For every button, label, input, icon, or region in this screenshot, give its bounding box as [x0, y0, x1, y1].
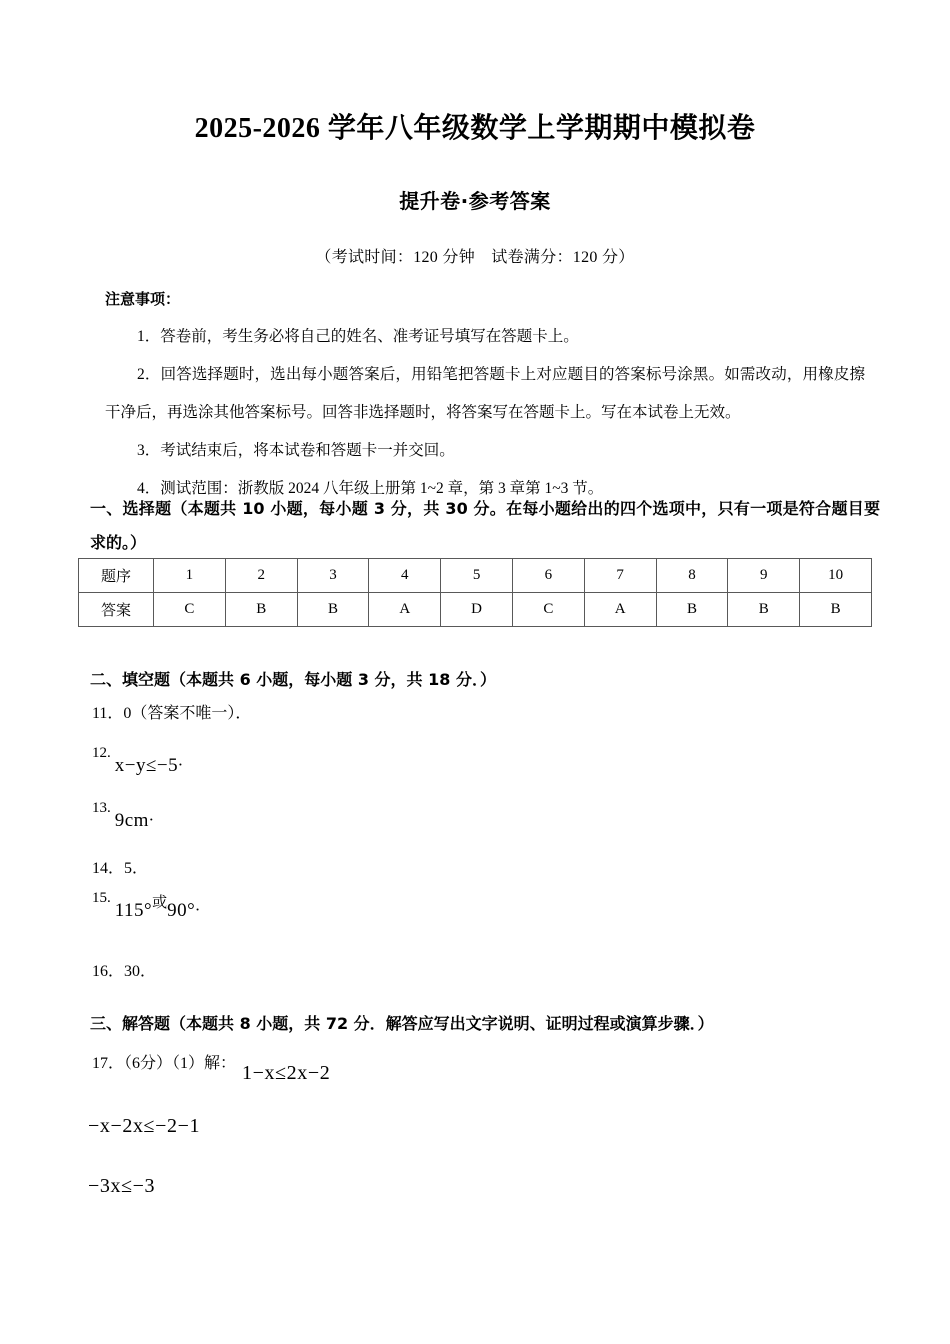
table-cell: A — [369, 593, 441, 627]
section-heading-fill-in-blank: 二、填空题（本题共 6 小题，每小题 3 分，共 18 分．） — [90, 670, 496, 689]
answer-value: 5． — [124, 860, 149, 877]
table-cell: 7 — [584, 559, 656, 593]
answer-value: 0（答案不唯一）． — [123, 705, 252, 722]
table-row — [79, 593, 872, 627]
exam-meta-line: （考试时间：120 分钟 试卷满分：120 分） — [315, 249, 635, 266]
answer-trailing-period: ． — [178, 753, 194, 769]
multiple-choice-answer-table — [78, 558, 872, 627]
table-cell: 10 — [800, 559, 872, 593]
solution-work-line: −x−2x≤−2−1 — [88, 1115, 201, 1137]
section-heading-solutions: 三、解答题（本题共 8 小题，共 72 分．解答应写出文字说明、证明过程或演算步骤．） — [90, 1014, 714, 1033]
solution-item-17 — [92, 1050, 330, 1085]
answer-item-12 — [92, 745, 193, 777]
table-cell: B — [656, 593, 728, 627]
table-row — [79, 559, 872, 593]
notice-list — [105, 318, 865, 508]
table-cell: 4 — [369, 559, 441, 593]
page-title: 2025-2026 学年八年级数学上学期期中模拟卷 — [194, 113, 756, 144]
table-cell: B — [728, 593, 800, 627]
table-cell: C — [154, 593, 226, 627]
answer-trailing-period: ． — [148, 808, 164, 824]
section-heading-multiple-choice: 一、选择题（本题共 10 小题，每小题 3 分，共 30 分。在每小题给出的四个选项中，只有一项是符合题目要求的。） — [90, 499, 880, 552]
answer-item-16 — [92, 958, 156, 981]
table-cell: 2 — [225, 559, 297, 593]
table-cell: 8 — [656, 559, 728, 593]
solution-work-line: −3x≤−3 — [88, 1175, 156, 1197]
notice-item: 4．测试范围：浙教版 2024 八年级上册第 1~2 章，第 3 章第 1~3 节。 — [137, 480, 604, 497]
answer-value: 30． — [124, 963, 157, 980]
answer-value: x−y≤−5 — [114, 755, 179, 776]
table-cell: 5 — [441, 559, 513, 593]
notice-item: 2．回答选择题时，选出每小题答案后，用铅笔把答题卡上对应题目的答案标号涂黑。如需改动，用橡皮擦干净后，再选涂其他答案标号。回答非选择题时，将答案写在答题卡上。写在本试卷上无效。 — [105, 366, 865, 421]
answer-item-15 — [92, 890, 210, 922]
answer-number: 13. — [92, 800, 111, 816]
table-row-label: 答案 — [79, 593, 154, 627]
notice-item: 3．考试结束后，将本试卷和答题卡一并交回。 — [137, 442, 455, 459]
notice-item: 1．答卷前，考生务必将自己的姓名、准考证号填写在答题卡上。 — [137, 328, 579, 345]
answer-number: 15. — [92, 890, 111, 906]
table-cell: A — [584, 593, 656, 627]
answer-item-13 — [92, 800, 164, 832]
table-cell: 9 — [728, 559, 800, 593]
table-row-label: 题序 — [79, 559, 154, 593]
solution-formula: 1−x≤2x−2 — [242, 1062, 331, 1084]
answer-value-first: 115° — [114, 900, 153, 921]
answer-number: 14． — [92, 860, 125, 877]
answer-value: 9cm — [114, 810, 149, 831]
table-cell: B — [225, 593, 297, 627]
solution-lead-text: 17．（6分）（1）解： — [92, 1055, 237, 1072]
table-cell: 6 — [512, 559, 584, 593]
answer-item-11 — [92, 700, 251, 723]
answer-item-14 — [92, 855, 148, 878]
answer-value-second: 90° — [167, 900, 196, 921]
notice-heading: 注意事项： — [105, 290, 181, 308]
table-cell: C — [512, 593, 584, 627]
table-cell: 1 — [154, 559, 226, 593]
answer-number: 11． — [92, 705, 124, 722]
answer-conjunction: 或 — [152, 893, 168, 911]
table-cell: D — [441, 593, 513, 627]
answer-number: 12. — [92, 745, 111, 761]
table-cell: B — [800, 593, 872, 627]
answer-trailing-period: ． — [195, 898, 211, 914]
page-subtitle: 提升卷·参考答案 — [399, 189, 551, 213]
answer-number: 16． — [92, 963, 125, 980]
table-cell: 3 — [297, 559, 369, 593]
table-cell: B — [297, 593, 369, 627]
